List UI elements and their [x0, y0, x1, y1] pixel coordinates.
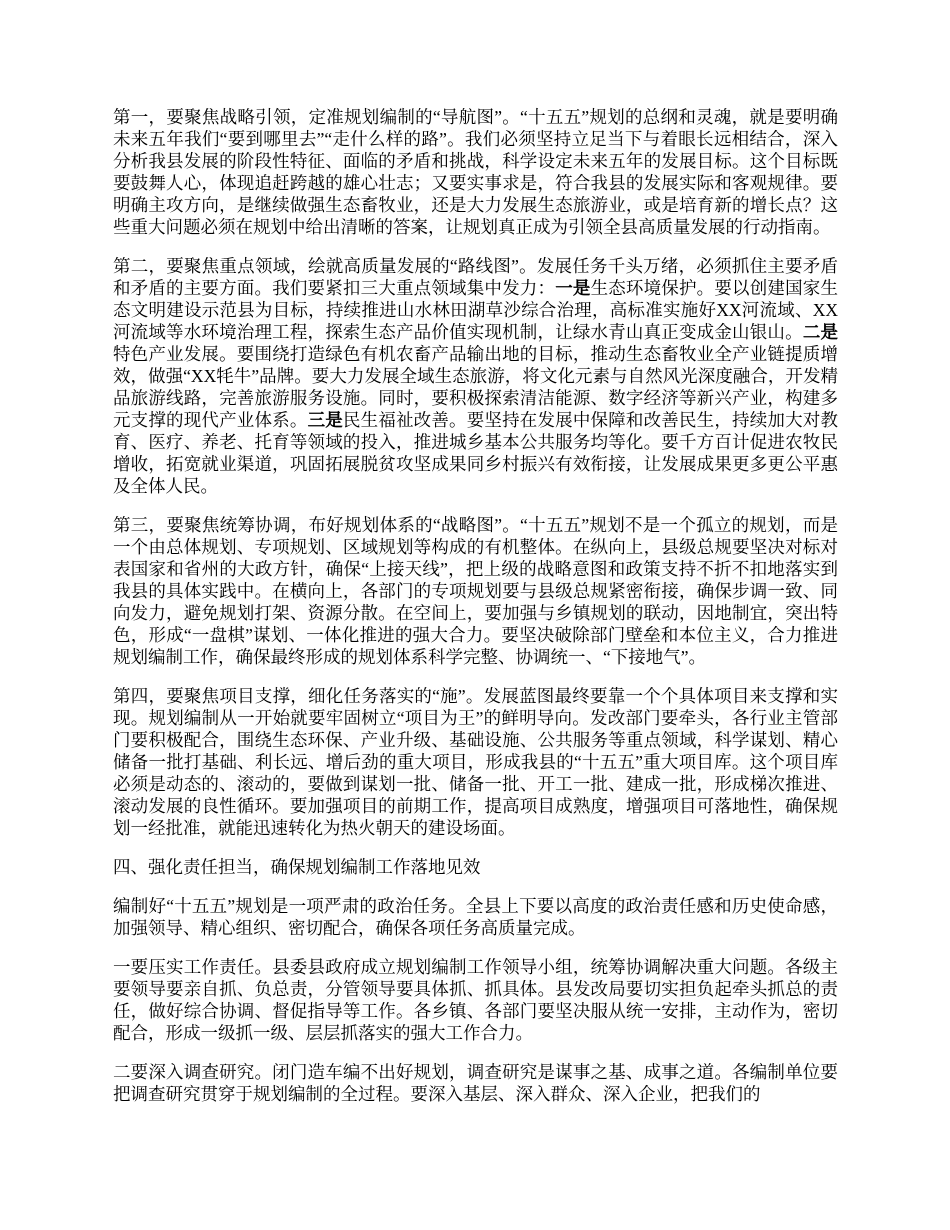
document-body — [113, 106, 838, 1105]
body-text: 民生福祉改善。要坚持在发展中保障和改善民生，持续加大对教育、医疗、养老、托育等领域的投入，推进城乡基本公共服务均等化。要千方百计促进农牧民增收，拓宽就业渠道，巩固拓展脱贫攻坚成果同乡村振兴有效衔接，让发展成果更多更公平惠及全体人民。 — [113, 410, 838, 496]
paragraph-section4-intro — [113, 895, 838, 939]
paragraph-point-3 — [113, 514, 838, 668]
body-text: 第二，要聚焦重点领域，绘就高质量发展的“路线图”。发展任务千头万绪，必须抓住主要矛盾和矛盾的主要方面。我们要紧扣三大重点领域集中发力： — [113, 256, 838, 298]
paragraph-point-1 — [113, 106, 838, 238]
body-text: 二要深入调查研究。闭门造车编不出好规划，调查研究是谋事之基、成事之道。各编制单位要把调查研究贯穿于规划编制的全过程。要深入基层、深入群众、深入企业，把我们的 — [113, 1062, 838, 1104]
body-text: 特色产业发展。要围绕打造绿色有机农畜产品输出地的目标，推动生态畜牧业全产业链提质增效，做强“XX牦牛”品牌。要大力发展全域生态旅游，将文化元素与自然风光深度融合，开发精品旅游线路，完善旅游服务设施。同时，要积极探索清洁能源、数字经济等新兴产业，构建多元支撑的现代产业体系。 — [113, 344, 838, 430]
paragraph-research — [113, 1061, 838, 1105]
emphasis-text: 三是 — [307, 410, 343, 430]
paragraph-point-2 — [113, 255, 838, 497]
emphasis-text: 一是 — [555, 278, 591, 298]
paragraph-responsibility — [113, 956, 838, 1044]
paragraph-point-4 — [113, 685, 838, 839]
emphasis-text: 二是 — [802, 322, 838, 342]
body-text: 第一，要聚焦战略引领，定准规划编制的“导航图”。“十五五”规划的总纲和灵魂，就是要明确未来五年我们“要到哪里去”“走什么样的路”。我们必须坚持立足当下与着眼长远相结合，深入分析我县发展的阶段性特征、面临的矛盾和挑战，科学设定未来五年的发展目标。这个目标既要鼓舞人心，体现追赶跨越的雄心壮志；又要实事求是，符合我县的发展实际和客观规律。要明确主攻方向，是继续做强生态畜牧业，还是大力发展生态旅游业，或是培育新的增长点？这些重大问题必须在规划中给出清晰的答案，让规划真正成为引领全县高质量发展的行动指南。 — [113, 107, 838, 237]
body-text: 编制好“十五五”规划是一项严肃的政治任务。全县上下要以高度的政治责任感和历史使命感，加强领导、精心组织、密切配合，确保各项任务高质量完成。 — [113, 896, 838, 938]
body-text: 一要压实工作责任。县委县政府成立规划编制工作领导小组，统筹协调解决重大问题。各级主要领导要亲自抓、负总责，分管领导要具体抓、抓具体。县发改局要切实担负起牵头抓总的责任，做好综合协调、督促指导等工作。各乡镇、各部门要坚决服从统一安排，主动作为，密切配合，形成一级抓一级、层层抓落实的强大工作合力。 — [113, 957, 838, 1043]
body-text: 生态环境保护。要以创建国家生态文明建设示范县为目标，持续推进山水林田湖草沙综合治理，高标准实施好XX河流域、XX河流域等水环境治理工程，探索生态产品价值实现机制，让绿水青山真正变成金山银山。 — [113, 278, 838, 342]
body-text: 四、强化责任担当，确保规划编制工作落地见效 — [113, 857, 481, 877]
body-text: 第四，要聚焦项目支撑，细化任务落实的“施”。发展蓝图最终要靠一个个具体项目来支撑和实现。规划编制从一开始就要牢固树立“项目为王”的鲜明导向。发改部门要牵头，各行业主管部门要积极配合，围绕生态环保、产业升级、基础设施、公共服务等重点领域，科学谋划、精心储备一批打基础、利长远、增后劲的重大项目，形成我县的“十五五”重大项目库。这个项目库必须是动态的、滚动的，要做到谋划一批、储备一批、开工一批、建成一批，形成梯次推进、滚动发展的良性循环。要加强项目的前期工作，提高项目成熟度，增强项目可落地性，确保规划一经批准，就能迅速转化为热火朝天的建设场面。 — [113, 686, 838, 838]
section-heading-4 — [113, 856, 838, 878]
body-text: 第三，要聚焦统筹协调，布好规划体系的“战略图”。“十五五”规划不是一个孤立的规划，而是一个由总体规划、专项规划、区域规划等构成的有机整体。在纵向上，县级总规要坚决对标对表国家和省州的大政方针，确保“上接天线”，把上级的战略意图和政策支持不折不扣地落实到我县的具体实践中。在横向上，各部门的专项规划要与县级总规紧密衔接，确保步调一致、同向发力，避免规划打架、资源分散。在空间上，要加强与乡镇规划的联动，因地制宜，突出特色，形成“一盘棋”谋划、一体化推进的强大合力。要坚决破除部门壁垒和本位主义，合力推进规划编制工作，确保最终形成的规划体系科学完整、协调统一、“下接地气”。 — [113, 515, 838, 667]
